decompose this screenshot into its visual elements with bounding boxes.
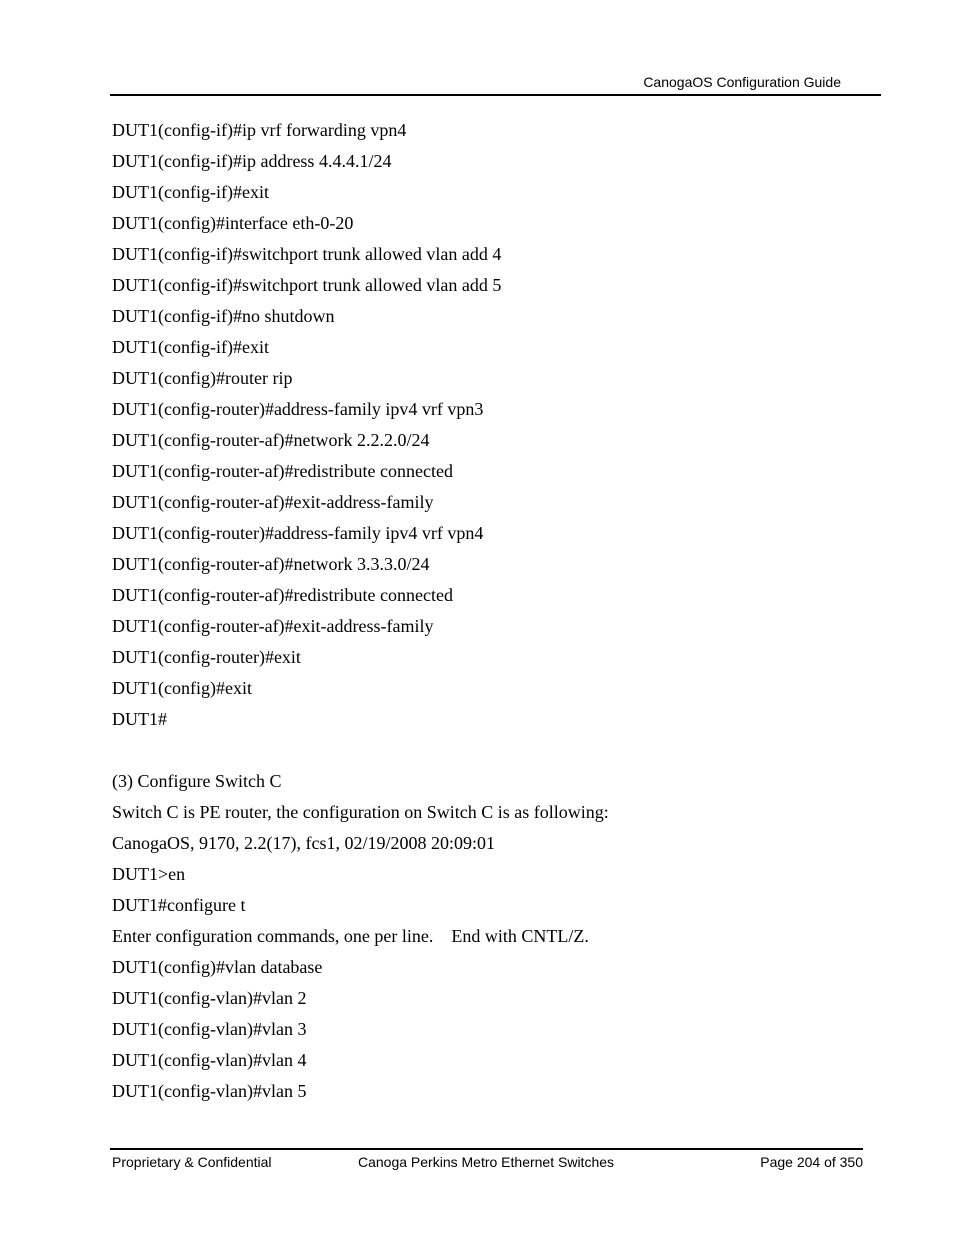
text-line: DUT1(config-router-af)#exit-address-family [112, 616, 434, 636]
text-line: DUT1(config-router-af)#redistribute connected [112, 585, 453, 605]
text-line: DUT1(config-if)#switchport trunk allowed vlan add 5 [112, 275, 502, 295]
text-line: DUT1(config)#interface eth-0-20 [112, 213, 354, 233]
text-line: DUT1(config-if)#no shutdown [112, 306, 335, 326]
text-line: DUT1(config)#router rip [112, 368, 293, 388]
running-header-title: CanogaOS Configuration Guide [643, 74, 841, 90]
text-line: DUT1(config)#vlan database [112, 957, 323, 977]
document-body [112, 118, 872, 1110]
text-line: DUT1#configure t [112, 895, 246, 915]
text-line: DUT1(config-if)#ip vrf forwarding vpn4 [112, 120, 407, 140]
text-line: DUT1(config-router-af)#network 3.3.3.0/24 [112, 554, 430, 574]
text-line: DUT1# [112, 709, 167, 729]
text-line: DUT1(config-if)#switchport trunk allowed vlan add 4 [112, 244, 502, 264]
text-line: DUT1(config-vlan)#vlan 2 [112, 988, 307, 1008]
footer-rule [110, 1148, 863, 1150]
text-line: DUT1(config)#exit [112, 678, 252, 698]
text-line: DUT1(config-router-af)#network 2.2.2.0/24 [112, 430, 430, 450]
footer-confidentiality: Proprietary & Confidential [112, 1154, 272, 1170]
text-line: DUT1(config-vlan)#vlan 5 [112, 1081, 307, 1101]
blank-line [112, 738, 872, 769]
footer-product: Canoga Perkins Metro Ethernet Switches [358, 1154, 615, 1170]
text-line: DUT1(config-vlan)#vlan 4 [112, 1050, 307, 1070]
text-line: (3) Configure Switch C [112, 771, 282, 791]
header-rule [110, 94, 881, 96]
text-line: DUT1(config-if)#exit [112, 182, 269, 202]
text-line: DUT1(config-router-af)#redistribute connected [112, 461, 453, 481]
text-line: DUT1(config-if)#exit [112, 337, 269, 357]
text-line: CanogaOS, 9170, 2.2(17), fcs1, 02/19/2008 20:09:01 [112, 833, 495, 853]
text-line: DUT1>en [112, 864, 186, 884]
text-line: DUT1(config-if)#ip address 4.4.4.1/24 [112, 151, 392, 171]
text-line: DUT1(config-router-af)#exit-address-family [112, 492, 434, 512]
text-line: DUT1(config-router)#exit [112, 647, 301, 667]
text-line: Switch C is PE router, the configuration on Switch C is as following: [112, 802, 609, 822]
text-line: DUT1(config-router)#address-family ipv4 vrf vpn3 [112, 399, 484, 419]
footer-page-number: Page 204 of 350 [760, 1154, 863, 1170]
text-line: DUT1(config-router)#address-family ipv4 vrf vpn4 [112, 523, 484, 543]
text-line: Enter configuration commands, one per line. End with CNTL/Z. [112, 926, 589, 946]
text-line: DUT1(config-vlan)#vlan 3 [112, 1019, 307, 1039]
